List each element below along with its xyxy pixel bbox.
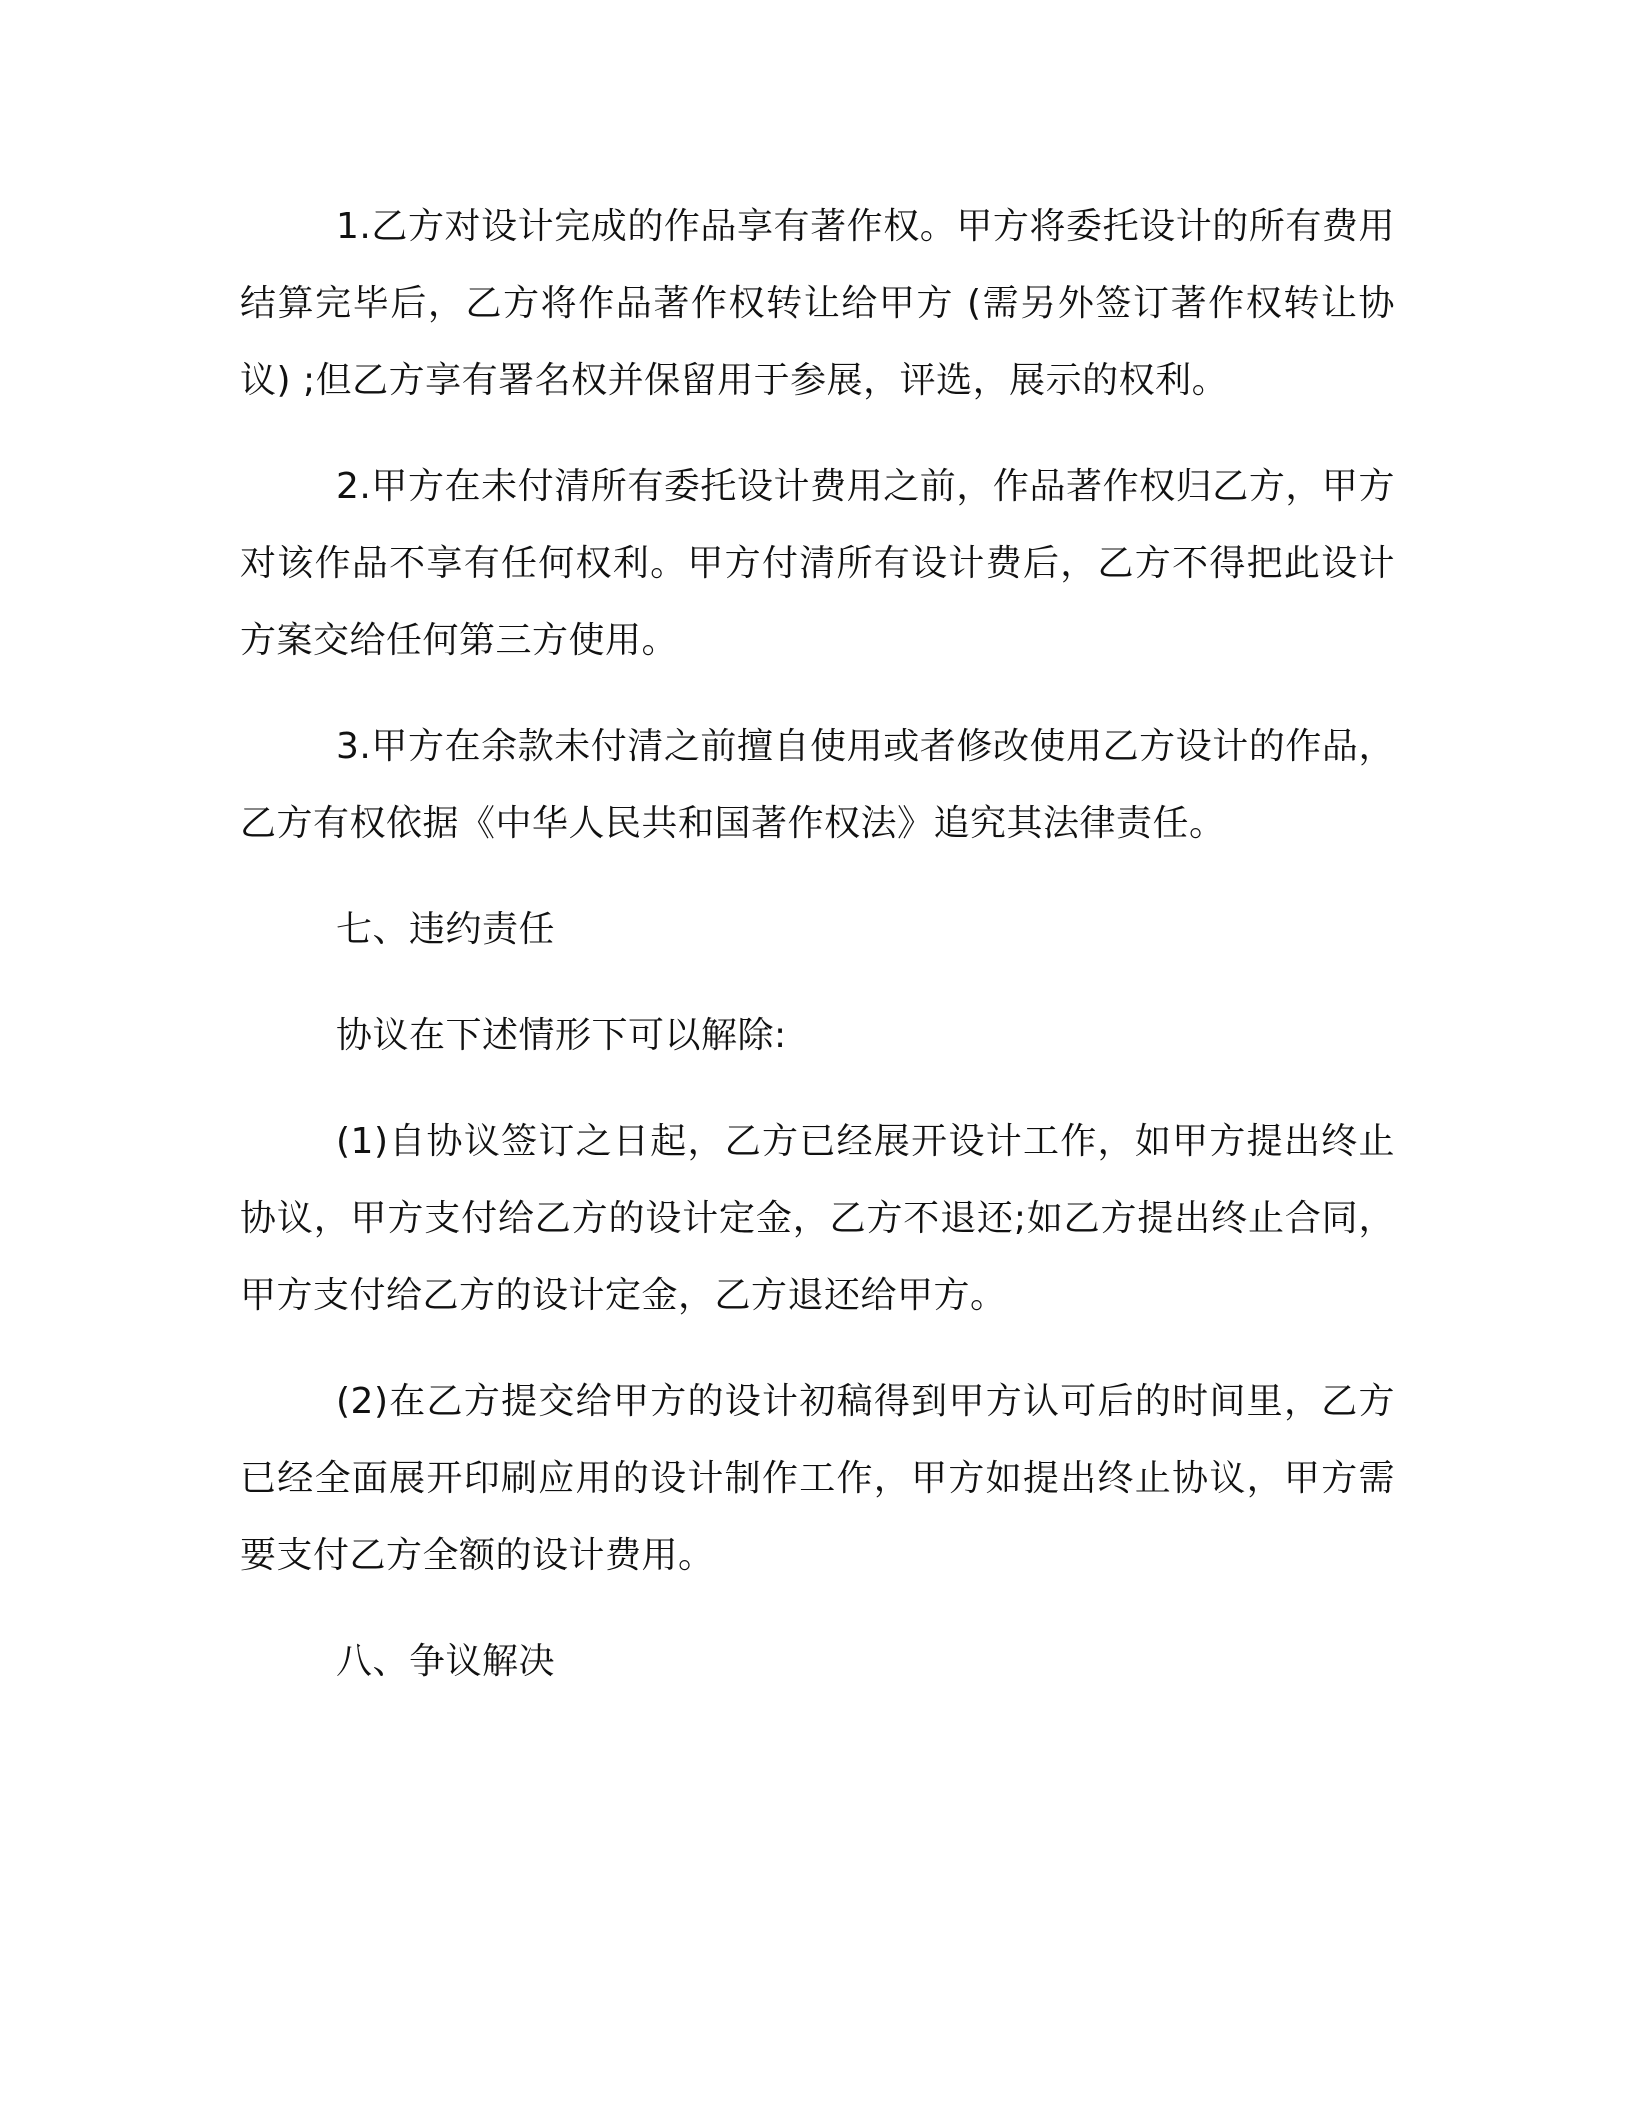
termination-item-1: (1)自协议签订之日起，乙方已经展开设计工作，如甲方提出终止协议，甲方支付给乙方的设计定金，乙方不退还;如乙方提出终止合同，甲方支付给乙方的设计定金，乙方退还给甲方。 <box>240 1121 1395 1316</box>
termination-item-2: (2)在乙方提交给甲方的设计初稿得到甲方认可后的时间里，乙方已经全面展开印刷应用的设计制作工作，甲方如提出终止协议，甲方需要支付乙方全额的设计费用。 <box>240 1381 1395 1576</box>
copyright-clause-1: 1.乙方对设计完成的作品享有著作权。甲方将委托设计的所有费用结算完毕后，乙方将作品著作权转让给甲方 (需另外签订著作权转让协议) ;但乙方享有署名权并保留用于参展，评选，展示的权利。 <box>240 206 1395 401</box>
section-heading-dispute-resolution: 八、争议解决 <box>336 1641 556 1682</box>
termination-intro: 协议在下述情形下可以解除: <box>336 1015 787 1056</box>
copyright-clause-3: 3.甲方在余款未付清之前擅自使用或者修改使用乙方设计的作品，乙方有权依据《中华人民共和国著作权法》追究其法律责任。 <box>240 726 1395 844</box>
document-body <box>240 188 1395 1700</box>
copyright-clause-2: 2.甲方在未付清所有委托设计费用之前，作品著作权归乙方，甲方对该作品不享有任何权利。甲方付清所有设计费后，乙方不得把此设计方案交给任何第三方使用。 <box>240 466 1395 661</box>
section-heading-breach-liability: 七、违约责任 <box>336 909 556 950</box>
